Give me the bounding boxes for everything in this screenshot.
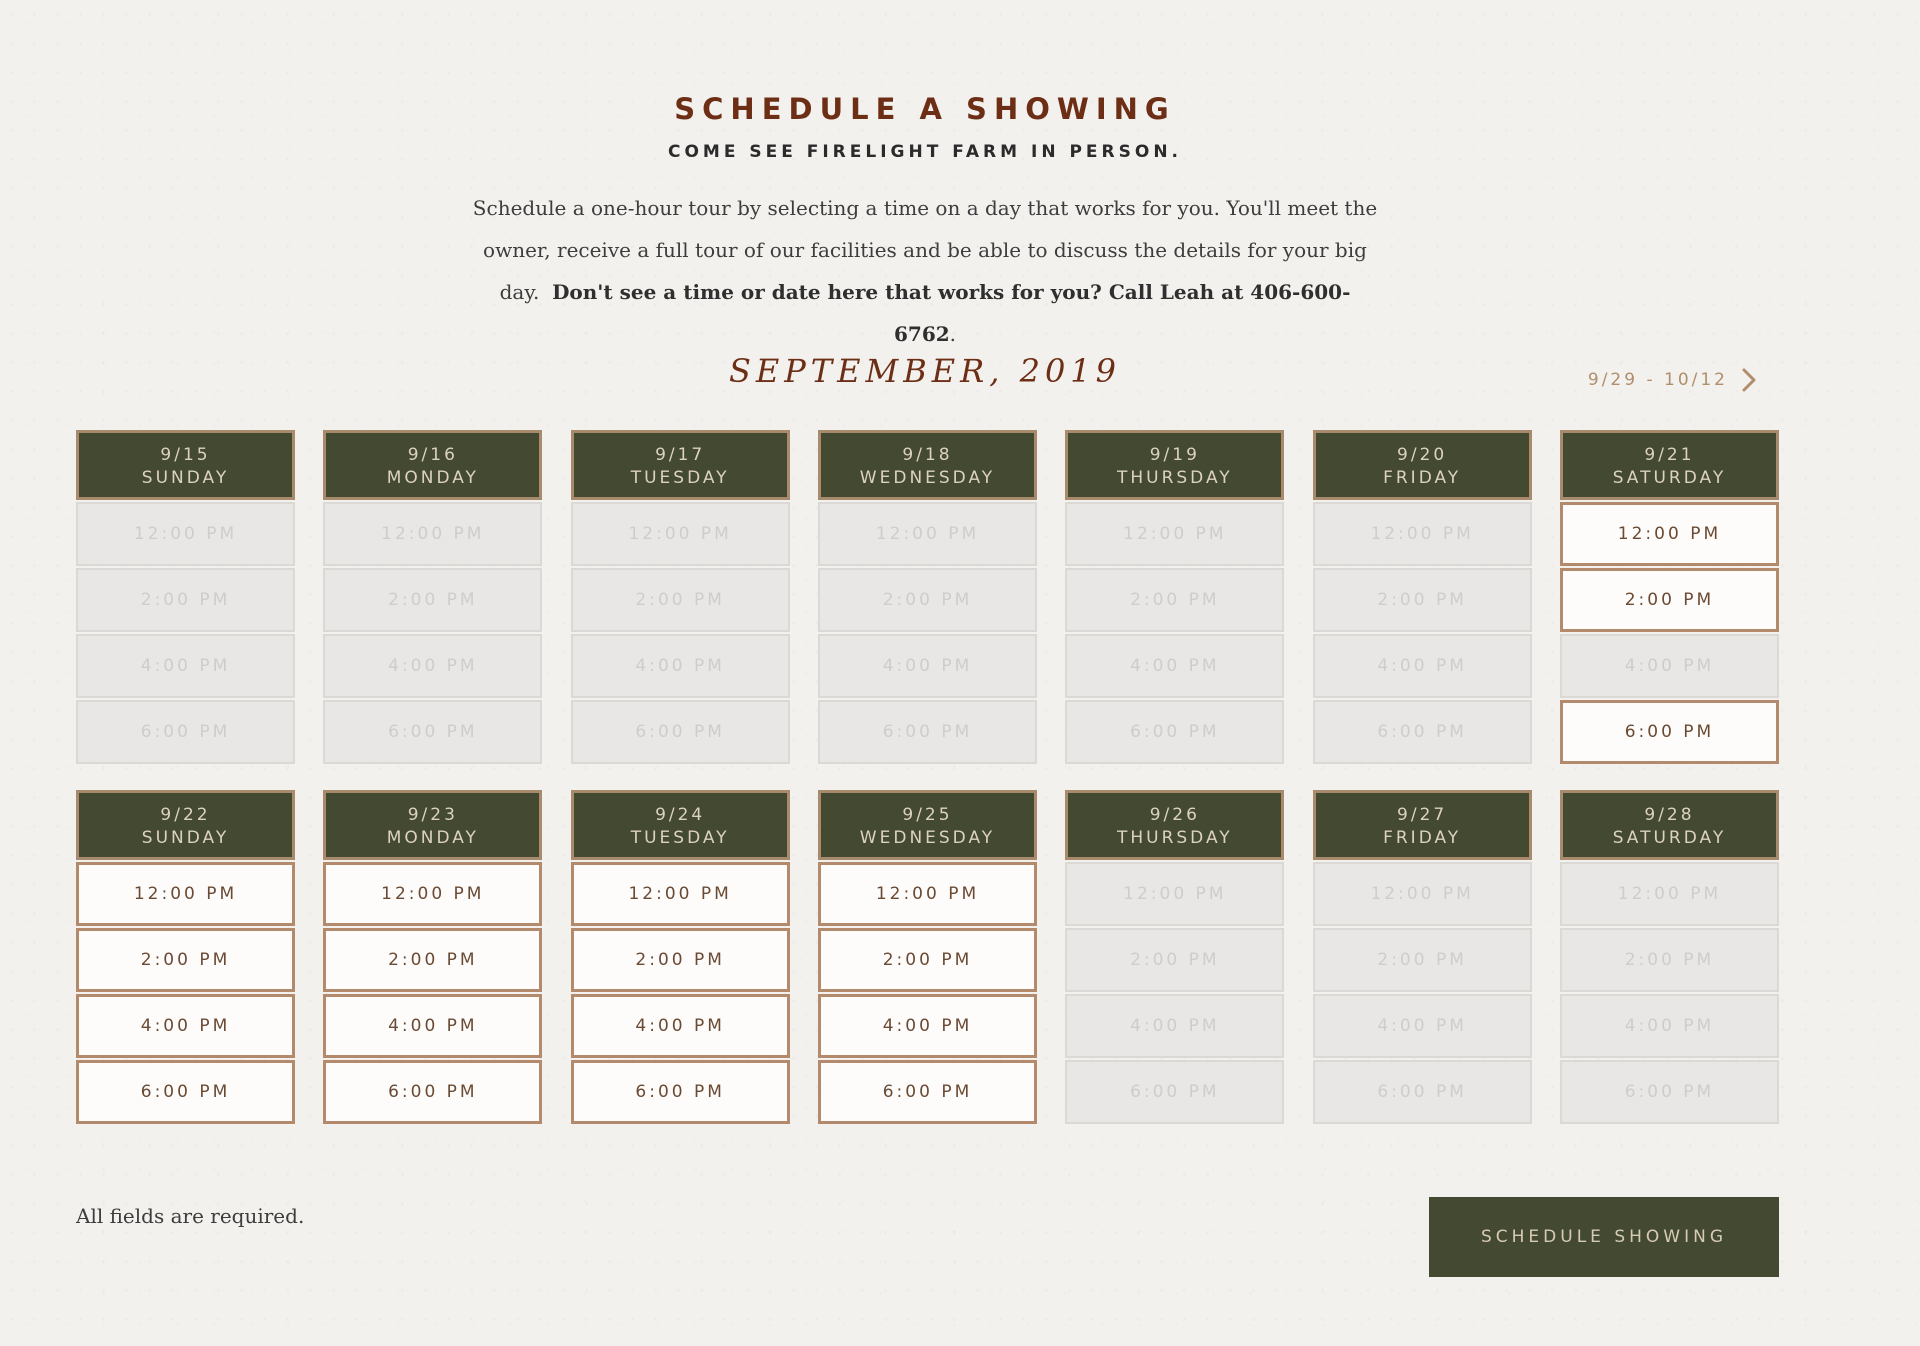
time-slot-available[interactable]: 2:00 PM	[818, 928, 1037, 992]
time-slot-unavailable: 4:00 PM	[1313, 994, 1532, 1058]
day-date: 9/18	[902, 445, 953, 465]
time-slot-unavailable: 12:00 PM	[571, 502, 790, 566]
intro-paragraph	[472, 187, 1378, 355]
day-date: 9/23	[407, 805, 458, 825]
time-slot-available[interactable]: 4:00 PM	[76, 994, 295, 1058]
day-date: 9/25	[902, 805, 953, 825]
time-slot-available[interactable]: 12:00 PM	[76, 862, 295, 926]
day-header	[323, 790, 542, 860]
next-range-link[interactable]	[1560, 362, 1760, 398]
day-weekday: SUNDAY	[141, 828, 230, 848]
day-date: 9/16	[407, 445, 458, 465]
required-note: All fields are required.	[76, 1204, 305, 1228]
day-header	[818, 430, 1037, 500]
time-slot-unavailable: 4:00 PM	[818, 634, 1037, 698]
month-label: SEPTEMBER, 2019	[728, 352, 1122, 390]
day-weekday: WEDNESDAY	[859, 828, 996, 848]
time-slot-available[interactable]: 4:00 PM	[818, 994, 1037, 1058]
time-slot-unavailable: 2:00 PM	[1065, 928, 1284, 992]
time-slot-available[interactable]: 12:00 PM	[818, 862, 1037, 926]
day-date: 9/17	[655, 445, 706, 465]
time-slot-unavailable: 6:00 PM	[1313, 700, 1532, 764]
day-header	[1065, 430, 1284, 500]
day-weekday: FRIDAY	[1383, 468, 1462, 488]
day-weekday: TUESDAY	[630, 828, 730, 848]
time-slot-unavailable: 4:00 PM	[571, 634, 790, 698]
time-slot-available[interactable]: 12:00 PM	[323, 862, 542, 926]
intro-end: .	[949, 322, 957, 346]
day-column	[1313, 790, 1532, 1124]
time-slot-unavailable: 2:00 PM	[1313, 568, 1532, 632]
page-title: SCHEDULE A SHOWING	[674, 92, 1176, 126]
day-weekday: FRIDAY	[1383, 828, 1462, 848]
day-header	[571, 790, 790, 860]
time-slot-available[interactable]: 12:00 PM	[571, 862, 790, 926]
time-slot-unavailable: 2:00 PM	[1560, 928, 1779, 992]
time-slot-unavailable: 6:00 PM	[571, 700, 790, 764]
time-slot-unavailable: 12:00 PM	[1313, 862, 1532, 926]
time-slot-unavailable: 6:00 PM	[1065, 700, 1284, 764]
day-header	[323, 430, 542, 500]
time-slot-unavailable: 12:00 PM	[76, 502, 295, 566]
day-date: 9/19	[1149, 445, 1200, 465]
time-slot-available[interactable]: 6:00 PM	[1560, 700, 1779, 764]
time-slot-unavailable: 6:00 PM	[323, 700, 542, 764]
day-header	[1065, 790, 1284, 860]
day-column	[571, 430, 790, 764]
time-slot-available[interactable]: 2:00 PM	[571, 928, 790, 992]
time-slot-unavailable: 6:00 PM	[818, 700, 1037, 764]
day-weekday: SATURDAY	[1612, 468, 1727, 488]
day-weekday: THURSDAY	[1116, 468, 1233, 488]
day-column	[1560, 430, 1779, 764]
day-date: 9/22	[160, 805, 211, 825]
time-slot-unavailable: 4:00 PM	[1560, 994, 1779, 1058]
time-slot-unavailable: 4:00 PM	[76, 634, 295, 698]
day-date: 9/15	[160, 445, 211, 465]
time-slot-unavailable: 12:00 PM	[1065, 502, 1284, 566]
time-slot-available[interactable]: 6:00 PM	[571, 1060, 790, 1124]
time-slot-available[interactable]: 12:00 PM	[1560, 502, 1779, 566]
time-slot-available[interactable]: 6:00 PM	[323, 1060, 542, 1124]
day-date: 9/26	[1149, 805, 1200, 825]
time-slot-available[interactable]: 6:00 PM	[818, 1060, 1037, 1124]
time-slot-unavailable: 12:00 PM	[323, 502, 542, 566]
day-column	[323, 790, 542, 1124]
time-slot-available[interactable]: 6:00 PM	[76, 1060, 295, 1124]
schedule-showing-button[interactable]: SCHEDULE SHOWING	[1429, 1197, 1779, 1277]
time-slot-available[interactable]: 2:00 PM	[1560, 568, 1779, 632]
day-column	[571, 790, 790, 1124]
intro-text: Schedule a one-hour tour by selecting a time on a day that works for you. You'll meet the owner, receive a full tour of our facilities and be able to discuss the details for your big day.	[472, 196, 1378, 304]
day-weekday: WEDNESDAY	[859, 468, 996, 488]
time-slot-available[interactable]: 2:00 PM	[323, 928, 542, 992]
time-slot-unavailable: 6:00 PM	[76, 700, 295, 764]
day-header	[1560, 790, 1779, 860]
time-slot-unavailable: 2:00 PM	[1065, 568, 1284, 632]
time-slot-available[interactable]: 4:00 PM	[571, 994, 790, 1058]
time-slot-unavailable: 4:00 PM	[323, 634, 542, 698]
time-slot-unavailable: 4:00 PM	[1065, 634, 1284, 698]
time-slot-unavailable: 2:00 PM	[76, 568, 295, 632]
day-column	[1065, 790, 1284, 1124]
week-row	[76, 790, 1779, 1124]
day-column	[818, 430, 1037, 764]
day-header	[76, 790, 295, 860]
day-weekday: SUNDAY	[141, 468, 230, 488]
day-column	[818, 790, 1037, 1124]
time-slot-unavailable: 6:00 PM	[1560, 1060, 1779, 1124]
time-slot-unavailable: 12:00 PM	[1313, 502, 1532, 566]
day-date: 9/24	[655, 805, 706, 825]
time-slot-unavailable: 4:00 PM	[1065, 994, 1284, 1058]
intro-call-note: Don't see a time or date here that works for you? Call Leah at 406-600-6762	[552, 280, 1351, 346]
time-slot-unavailable: 2:00 PM	[1313, 928, 1532, 992]
day-date: 9/28	[1644, 805, 1695, 825]
time-slot-available[interactable]: 4:00 PM	[323, 994, 542, 1058]
time-slot-unavailable: 12:00 PM	[818, 502, 1037, 566]
day-weekday: TUESDAY	[630, 468, 730, 488]
day-column	[323, 430, 542, 764]
day-column	[76, 430, 295, 764]
day-weekday: SATURDAY	[1612, 828, 1727, 848]
day-header	[1560, 430, 1779, 500]
day-date: 9/21	[1644, 445, 1695, 465]
time-slot-unavailable: 4:00 PM	[1313, 634, 1532, 698]
day-column	[1313, 430, 1532, 764]
day-header	[1313, 790, 1532, 860]
page-subtitle: COME SEE FIRELIGHT FARM IN PERSON.	[667, 142, 1183, 162]
day-date: 9/20	[1397, 445, 1448, 465]
day-column	[1065, 430, 1284, 764]
time-slot-unavailable: 12:00 PM	[1065, 862, 1284, 926]
week-row	[76, 430, 1779, 764]
day-header	[1313, 430, 1532, 500]
day-header	[76, 430, 295, 500]
day-date: 9/27	[1397, 805, 1448, 825]
day-weekday: MONDAY	[386, 468, 479, 488]
day-header	[818, 790, 1037, 860]
time-slot-unavailable: 6:00 PM	[1065, 1060, 1284, 1124]
time-slot-unavailable: 2:00 PM	[818, 568, 1037, 632]
day-column	[1560, 790, 1779, 1124]
time-slot-unavailable: 6:00 PM	[1313, 1060, 1532, 1124]
day-weekday: THURSDAY	[1116, 828, 1233, 848]
time-slot-available[interactable]: 2:00 PM	[76, 928, 295, 992]
chevron-right-icon	[1738, 365, 1760, 395]
time-slot-unavailable: 4:00 PM	[1560, 634, 1779, 698]
day-weekday: MONDAY	[386, 828, 479, 848]
next-range-label: 9/29 - 10/12	[1587, 370, 1728, 390]
time-slot-unavailable: 2:00 PM	[571, 568, 790, 632]
schedule-grid	[76, 430, 1779, 1150]
time-slot-unavailable: 12:00 PM	[1560, 862, 1779, 926]
time-slot-unavailable: 2:00 PM	[323, 568, 542, 632]
day-column	[76, 790, 295, 1124]
day-header	[571, 430, 790, 500]
